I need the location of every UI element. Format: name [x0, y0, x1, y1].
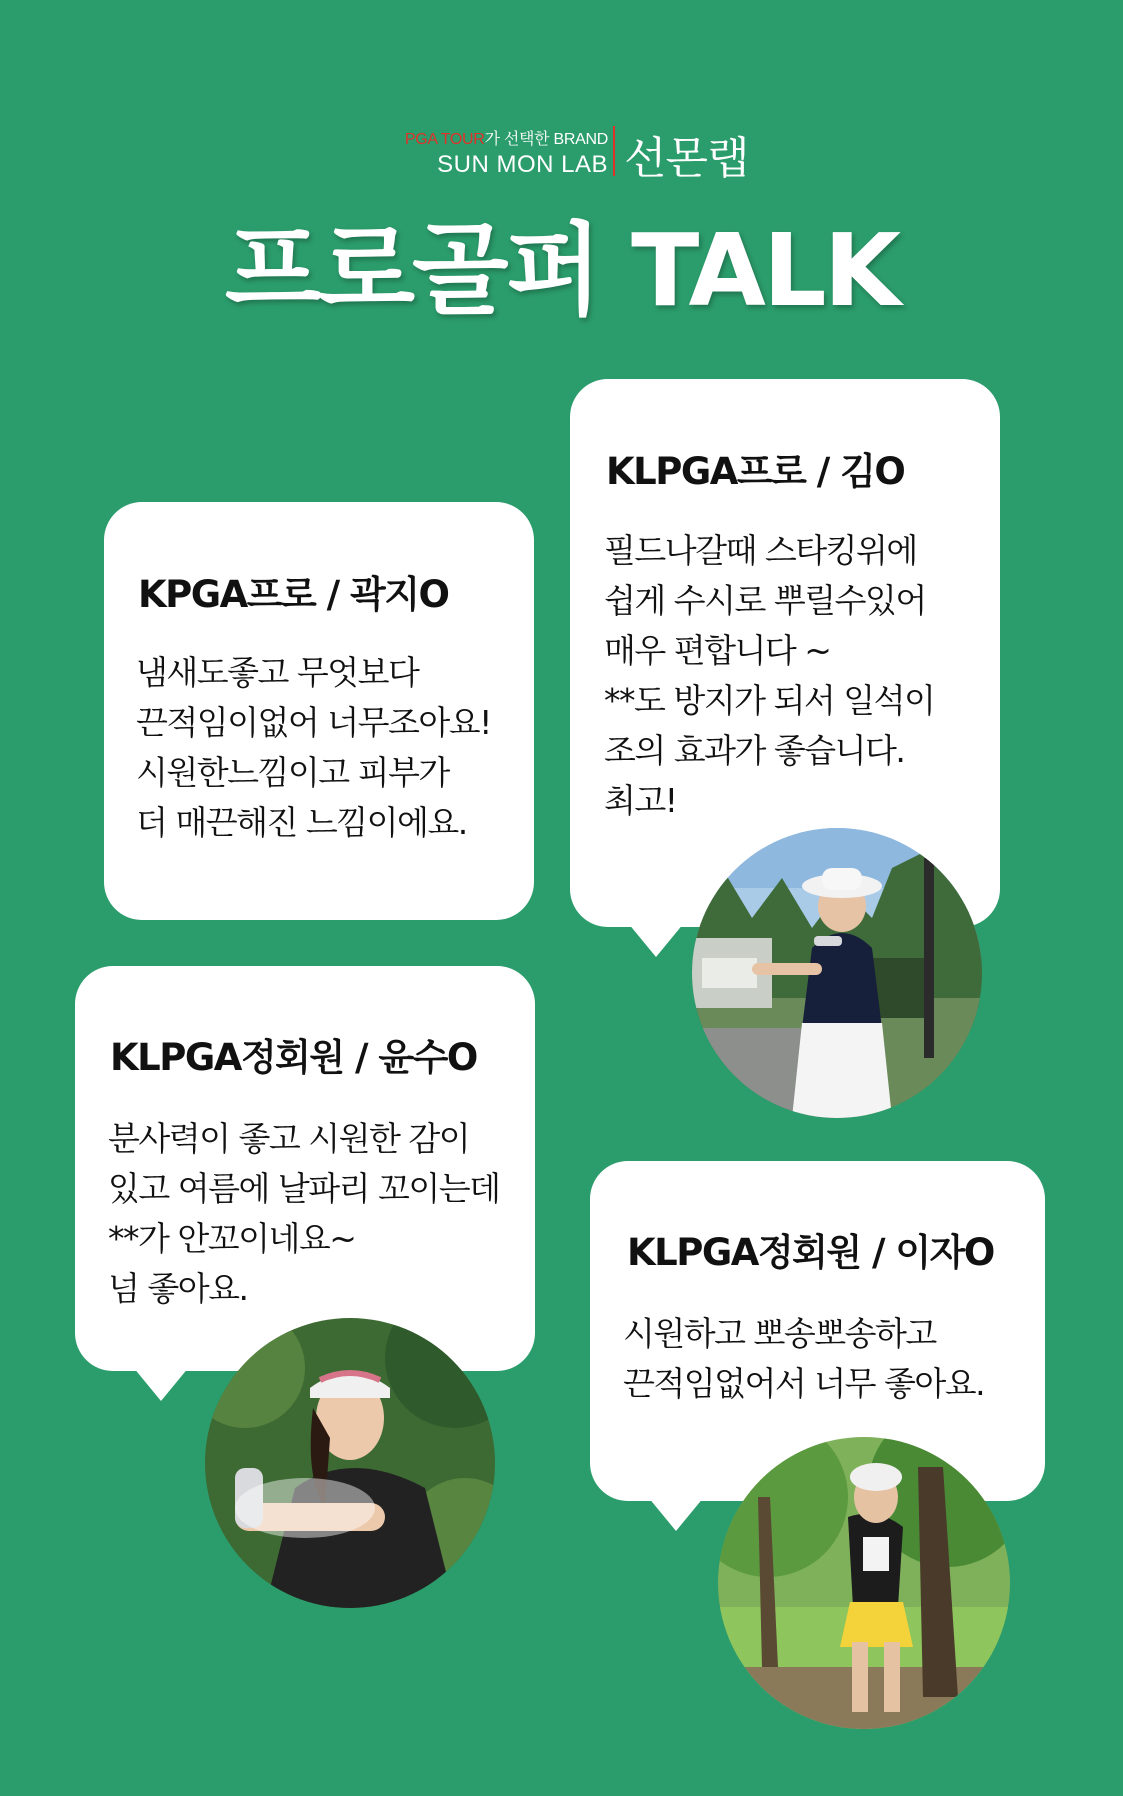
golfer-photo-4 — [718, 1437, 1010, 1729]
testimonial-text-2 — [604, 526, 934, 826]
testimonial-line: 쉽게 수시로 뿌릴수있어 — [604, 581, 926, 620]
brand-name-ko: 선몬랩 — [624, 133, 749, 184]
golfer-photo-3 — [205, 1318, 495, 1608]
brand-tag-pga: PGA TOUR — [404, 131, 485, 148]
speaker-name-2: KLPGA프로 / 김O — [606, 450, 905, 493]
speaker-name-4: KLPGA정회원 / 이자O — [627, 1231, 994, 1274]
brand-text — [405, 126, 608, 179]
testimonial-line: 더 매끈해진 느낌이에요. — [136, 803, 467, 842]
bubble-tail — [133, 1367, 189, 1401]
testimonial-text-4 — [623, 1309, 984, 1409]
testimonial-line: 끈적임이없어 너무조아요! — [136, 703, 491, 742]
testimonial-text-3 — [108, 1114, 500, 1314]
brand-tagline — [405, 126, 608, 149]
brand-divider — [613, 126, 615, 176]
testimonial-line: 넘 좋아요. — [108, 1269, 248, 1308]
bubble-tail — [628, 923, 684, 957]
testimonial-line: 최고! — [604, 781, 677, 820]
testimonial-line: 분사력이 좋고 시원한 감이 — [108, 1119, 470, 1158]
testimonial-line: 필드나갈때 스타킹위에 — [604, 531, 917, 570]
speaker-name-1: KPGA프로 / 곽지O — [138, 573, 449, 616]
testimonial-line: 시원하고 뽀송뽀송하고 — [623, 1314, 936, 1353]
page-title: 프로골퍼 TALK — [224, 212, 899, 329]
testimonial-line: 조의 효과가 좋습니다. — [604, 731, 905, 770]
testimonial-line: 냄새도좋고 무엇보다 — [136, 653, 419, 692]
testimonial-line: **도 방지가 되서 일석이 — [604, 681, 935, 720]
testimonial-line: 있고 여름에 날파리 꼬이는데 — [108, 1169, 500, 1208]
testimonial-line: 매우 편합니다 ~ — [604, 631, 831, 670]
testimonial-line: **가 안꼬이네요~ — [108, 1219, 356, 1258]
speaker-name-3: KLPGA정회원 / 윤수O — [110, 1036, 477, 1079]
bubble-tail — [648, 1497, 704, 1531]
testimonial-line: 시원한느낌이고 피부가 — [136, 753, 449, 792]
brand-logo — [360, 120, 780, 182]
brand-name-en: SUN MON LAB — [437, 151, 608, 178]
testimonial-text-1 — [136, 648, 491, 848]
testimonial-line: 끈적임없어서 너무 좋아요. — [623, 1364, 985, 1403]
golfer-photo-2 — [692, 828, 982, 1118]
brand-tag-rest: 가 선택한 BRAND — [484, 131, 608, 148]
